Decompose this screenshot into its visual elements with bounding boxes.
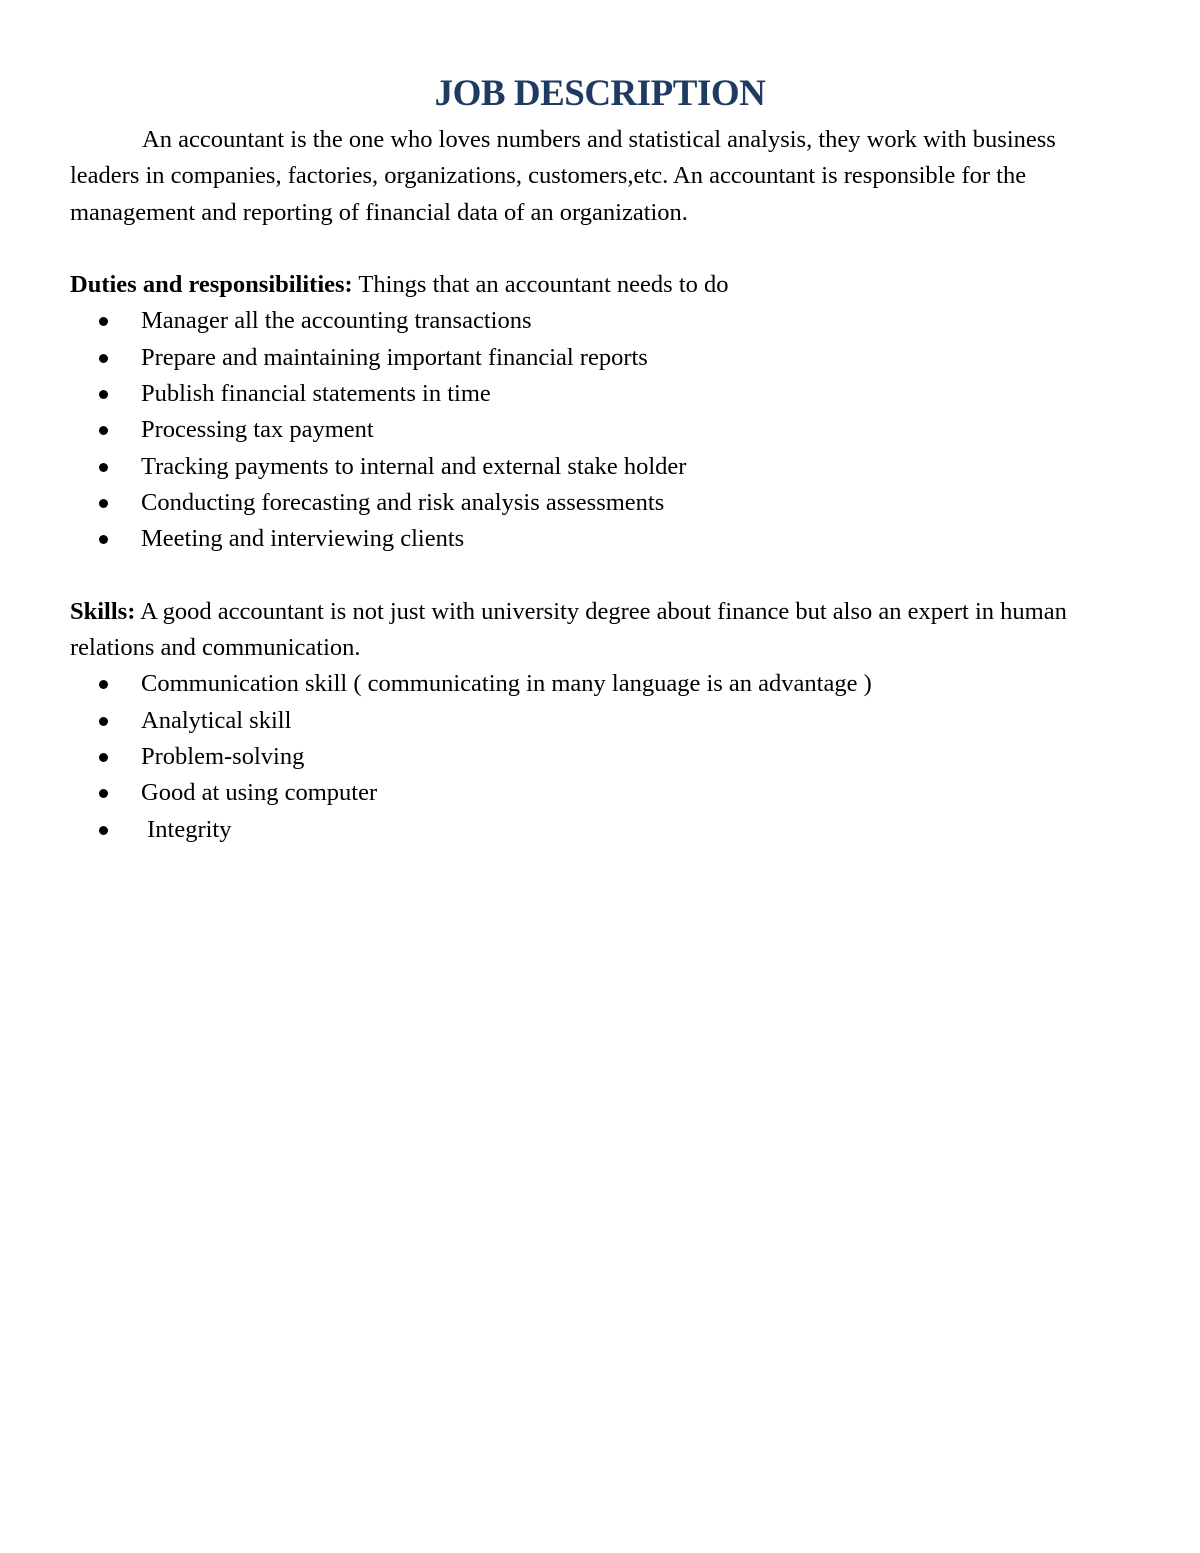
list-item	[70, 775, 1130, 811]
skills-list	[70, 666, 1130, 847]
page-title: JOB DESCRIPTION	[434, 73, 766, 114]
intro-paragraph: An accountant is the one who loves numbers and statistical analysis, they work with business leaders in companies, factories, organizations, customers,etc. An accountant is responsible for the management and reporting of financial data of an organization.	[70, 126, 1056, 226]
bullet-icon	[99, 317, 108, 326]
duties-heading-line	[70, 267, 1130, 303]
bullet-icon	[99, 535, 108, 544]
list-item	[70, 812, 1130, 848]
bullet-icon	[99, 753, 108, 762]
duties-heading: Duties and responsibilities:	[70, 271, 353, 299]
bullet-icon	[99, 499, 108, 508]
list-item-text: Processing tax payment	[141, 416, 374, 444]
list-item	[70, 412, 1130, 448]
bullet-icon	[99, 680, 108, 689]
bullet-icon	[99, 826, 108, 835]
list-item	[70, 703, 1130, 739]
bullet-icon	[99, 789, 108, 798]
blank-line	[70, 558, 1130, 594]
list-item-text: Tracking payments to internal and external stake holder	[141, 452, 687, 480]
bullet-icon	[99, 463, 108, 472]
list-item	[70, 739, 1130, 775]
list-item	[70, 521, 1130, 557]
list-item	[70, 376, 1130, 412]
list-item	[70, 449, 1130, 485]
list-item-text: Problem-solving	[141, 743, 305, 771]
bullet-icon	[99, 426, 108, 435]
skills-heading-text: A good accountant is not just with university degree about finance but also an expert in human relations and communication.	[70, 597, 1067, 662]
blank-line	[70, 231, 1130, 267]
bullet-icon	[99, 390, 108, 399]
list-item-text: Prepare and maintaining important financial reports	[141, 343, 648, 371]
list-item-text: Conducting forecasting and risk analysis assessments	[141, 488, 665, 516]
list-item-text: Meeting and interviewing clients	[141, 525, 465, 553]
list-item	[70, 666, 1130, 702]
duties-list	[70, 303, 1130, 557]
list-item-text: Good at using computer	[141, 779, 378, 807]
bullet-icon	[99, 354, 108, 363]
list-item-text: Communication skill ( communicating in many language is an advantage )	[141, 670, 872, 698]
list-item	[70, 485, 1130, 521]
document-body	[70, 122, 1130, 848]
list-item	[70, 303, 1130, 339]
list-item-text: Integrity	[141, 815, 232, 843]
list-item-text: Publish financial statements in time	[141, 380, 491, 408]
list-item-text: Analytical skill	[141, 706, 292, 734]
list-item	[70, 340, 1130, 376]
list-item-text: Manager all the accounting transactions	[141, 307, 532, 335]
bullet-icon	[99, 717, 108, 726]
duties-heading-text: Things that an accountant needs to do	[352, 271, 729, 299]
skills-heading: Skills:	[70, 597, 136, 625]
skills-heading-line	[70, 594, 1130, 667]
